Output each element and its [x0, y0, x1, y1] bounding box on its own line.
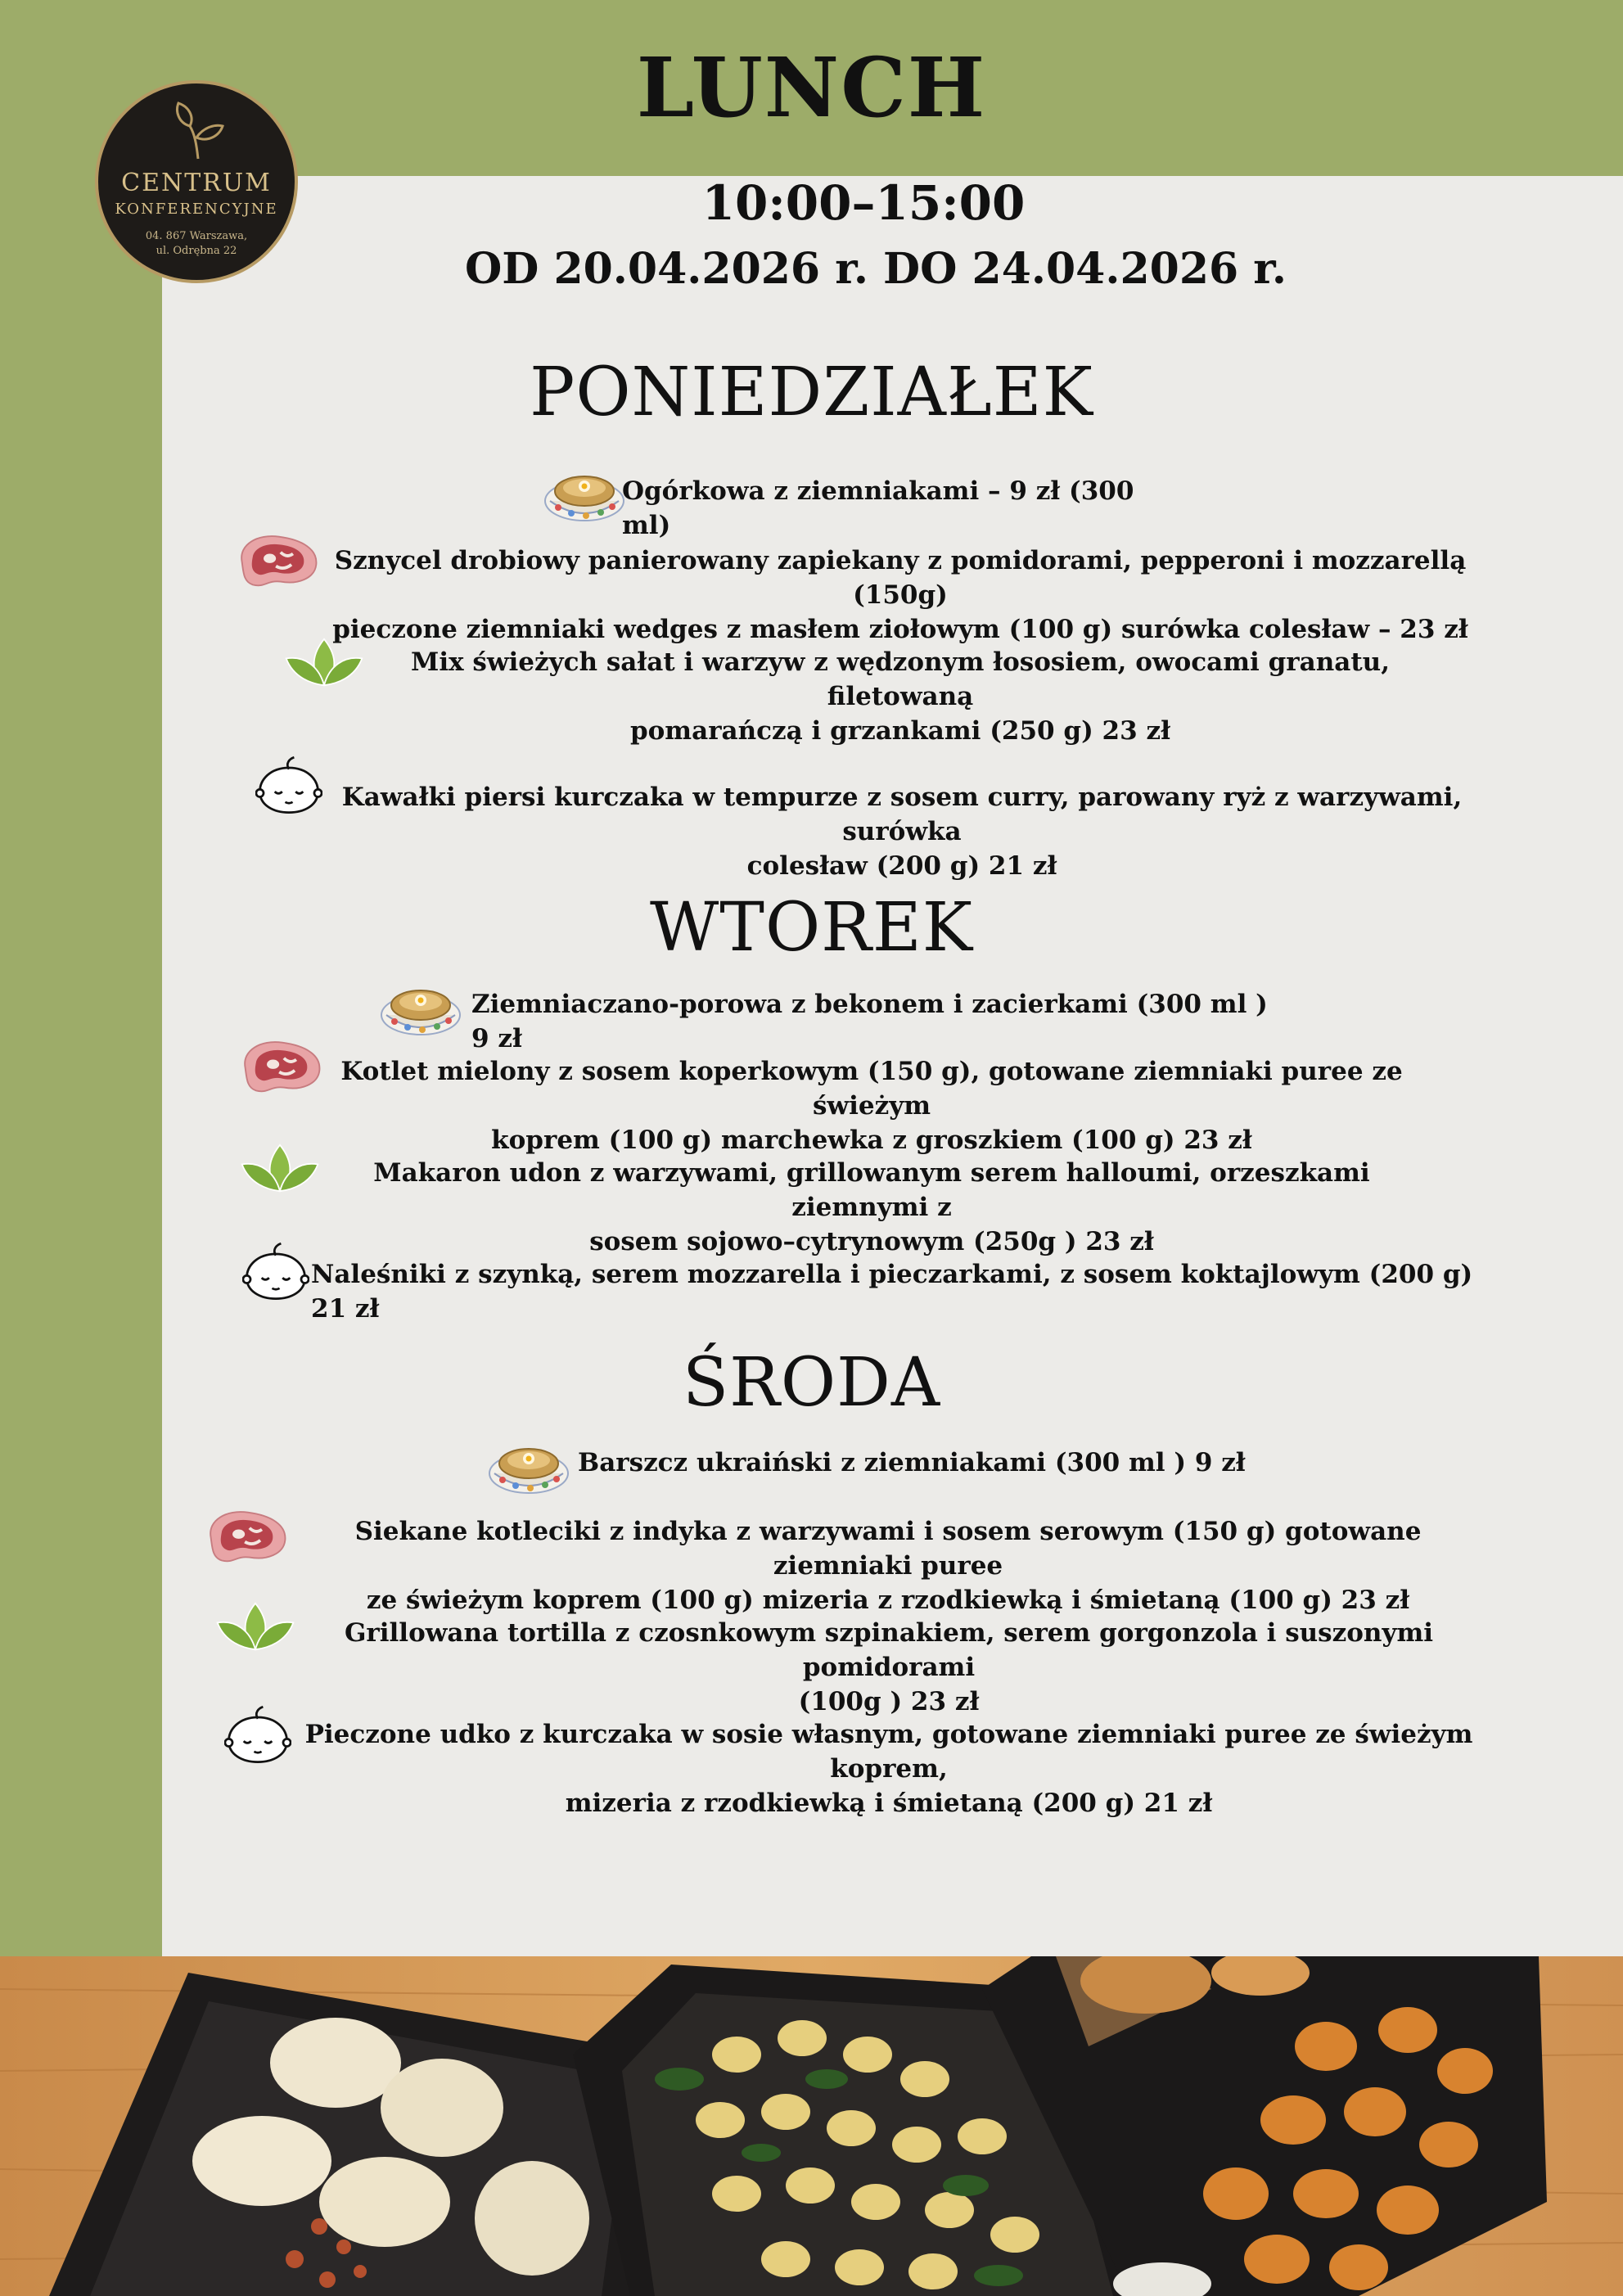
item-line: ze świeżym koprem (100 g) mizeria z rzodkiewką i śmietaną (100 g) 23 zł [366, 1586, 1410, 1615]
green-leaves-icon [239, 1141, 321, 1195]
menu-item-monday-soup [622, 474, 1179, 543]
menu-item-tuesday-vege [319, 1156, 1424, 1259]
opening-hours: 10:00–15:00 [701, 175, 1026, 231]
page-title: LUNCH [636, 39, 987, 136]
meat-steak-icon [205, 1506, 290, 1568]
green-leaves-icon [283, 635, 365, 689]
item-line: sosem sojowo–cytrynowym (250g ) 23 zł [589, 1227, 1154, 1256]
item-line: Barszcz ukraiński z ziemniakami (300 ml ) 9 zł [578, 1448, 1246, 1477]
item-line: Ogórkowa z ziemniakami – 9 zł (300 ml) [622, 476, 1134, 540]
baby-face-icon [255, 753, 322, 815]
menu-item-wednesday-soup [578, 1446, 1282, 1480]
menu-item-monday-vege [360, 645, 1440, 748]
item-line: pieczone ziemniaki wedges z masłem ziołowym (100 g) surówka colesław – 23 zł [332, 615, 1468, 644]
soup-bowl-icon [488, 1431, 570, 1496]
day-heading-wednesday: ŚRODA [682, 1344, 941, 1422]
menu-item-monday-meat [311, 544, 1490, 647]
item-line: Siekane kotleciki z indyka z warzywami i sosem serowym (150 g) gotowane ziemniaki puree [354, 1517, 1422, 1581]
logo-name: CENTRUM [121, 169, 272, 197]
logo-subtitle: KONFERENCYJNE [115, 201, 278, 218]
item-line: mizeria z rzodkiewką i śmietaną (200 g) 21 zł [565, 1789, 1213, 1818]
item-line: Kawałki piersi kurczaka w tempurze z sosem curry, parowany ryż z warzywami, surówka [341, 783, 1463, 846]
item-line: Makaron udon z warzywami, grillowanym serem halloumi, orzeszkami ziemnymi z [373, 1158, 1370, 1222]
soup-bowl-icon [543, 458, 625, 524]
soup-bowl-icon [380, 972, 462, 1038]
item-line: colesław (200 g) 21 zł [746, 851, 1057, 881]
item-line: Kotlet mielony z sosem koperkowym (150 g), gotowane ziemniaki puree ze świeżym [340, 1057, 1403, 1121]
green-leaves-icon [214, 1599, 296, 1653]
logo-address-line2: ul. Odrębna 22 [156, 245, 237, 257]
meat-steak-icon [236, 530, 321, 593]
sprout-icon [172, 101, 224, 160]
item-line: pomarańczą i grzankami (250 g) 23 zł [629, 716, 1171, 746]
item-line: Naleśniki z szynką, serem mozzarella i pieczarkami, z sosem koktajlowym (200 g) 21 zł [311, 1260, 1473, 1324]
item-line: Sznycel drobiowy panierowany zapiekany z pomidorami, pepperoni i mozzarellą (150g) [334, 546, 1467, 610]
menu-item-wednesday-vege [291, 1616, 1486, 1719]
item-line: Pieczone udko z kurczaka w sosie własnym, gotowane ziemniaki puree ze świeżym koprem, [304, 1720, 1473, 1784]
food-photo [0, 1956, 1623, 2296]
logo-address-line1: 04. 867 Warszawa, [145, 230, 248, 242]
baby-face-icon [242, 1239, 309, 1301]
day-heading-monday: PONIEDZIAŁEK [530, 354, 1093, 431]
item-line: koprem (100 g) marchewka z groszkiem (100 g) 23 zł [491, 1125, 1252, 1155]
item-line: Grillowana tortilla z czosnkowym szpinakiem, serem gorgonzola i suszonymi pomidorami [344, 1618, 1434, 1682]
date-range: OD 20.04.2026 r. DO 24.04.2026 r. [464, 244, 1287, 294]
meat-steak-icon [239, 1036, 324, 1098]
baby-face-icon [224, 1703, 291, 1765]
item-line: (100g ) 23 zł [798, 1687, 980, 1716]
menu-item-monday-kids [321, 780, 1483, 883]
item-line: Ziemniaczano-porowa z bekonem i zacierkami (300 ml ) 9 zł [471, 990, 1268, 1053]
menu-item-tuesday-kids [311, 1257, 1473, 1326]
day-heading-tuesday: WTOREK [649, 889, 974, 967]
item-line: Mix świeżych sałat i warzyw z wędzonym łososiem, owocami granatu, filetowaną [411, 647, 1390, 711]
menu-item-wednesday-kids [291, 1717, 1486, 1820]
menu-item-tuesday-soup [471, 987, 1274, 1056]
menu-item-tuesday-meat [319, 1054, 1424, 1157]
menu-item-wednesday-meat [286, 1514, 1490, 1617]
